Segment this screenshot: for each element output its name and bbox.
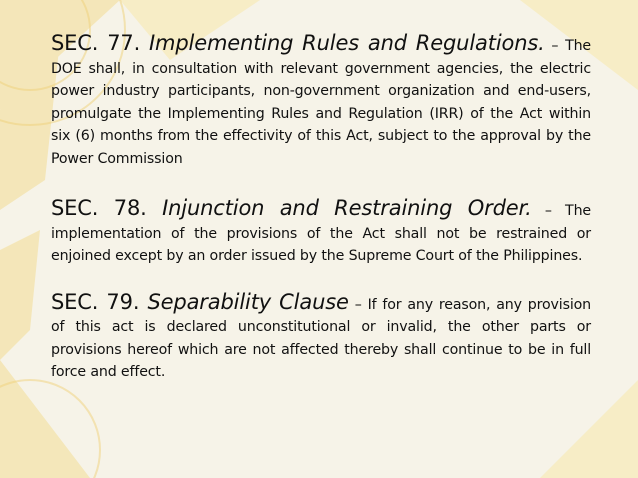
section-79: [51, 288, 591, 384]
section-78-heading: [51, 196, 532, 220]
section-79-number: SEC. 79.: [51, 289, 140, 314]
section-79-dash: –: [354, 296, 362, 313]
document-content: [51, 26, 591, 384]
section-77-number: SEC. 77.: [51, 31, 141, 55]
section-78: [51, 194, 591, 268]
section-79-heading: [51, 290, 349, 314]
section-77: [51, 29, 591, 170]
section-78-number: SEC. 78.: [51, 196, 147, 220]
section-78-title: Injunction and Restraining Order.: [162, 196, 532, 220]
section-78-text: The implementation of the provisions of the Act shall not be restrained or enjoined except by an order issued by the Supreme Court of the Philippines.: [51, 203, 591, 264]
section-79-title: Separability Clause: [147, 289, 349, 314]
section-78-dash: –: [544, 203, 552, 219]
section-77-heading: [51, 31, 545, 55]
section-77-dash: –: [551, 38, 559, 54]
section-77-title: Implementing Rules and Regulations.: [149, 31, 545, 55]
section-77-text: The DOE shall, in consultation with relevant government agencies, the electric power industry participants, non-government organization and end-users, promulgate the Implementing Rules and Regulation (IRR) of the Act within six (6) months from the effectivity of this Act, subject to the approval by the Power Commission: [51, 38, 591, 167]
section-79-text: If for any reason, any provision of this act is declared unconstitutional or invalid, the other parts or provisions hereof which are not affected thereby shall continue to be in full force and effect.: [51, 296, 591, 380]
